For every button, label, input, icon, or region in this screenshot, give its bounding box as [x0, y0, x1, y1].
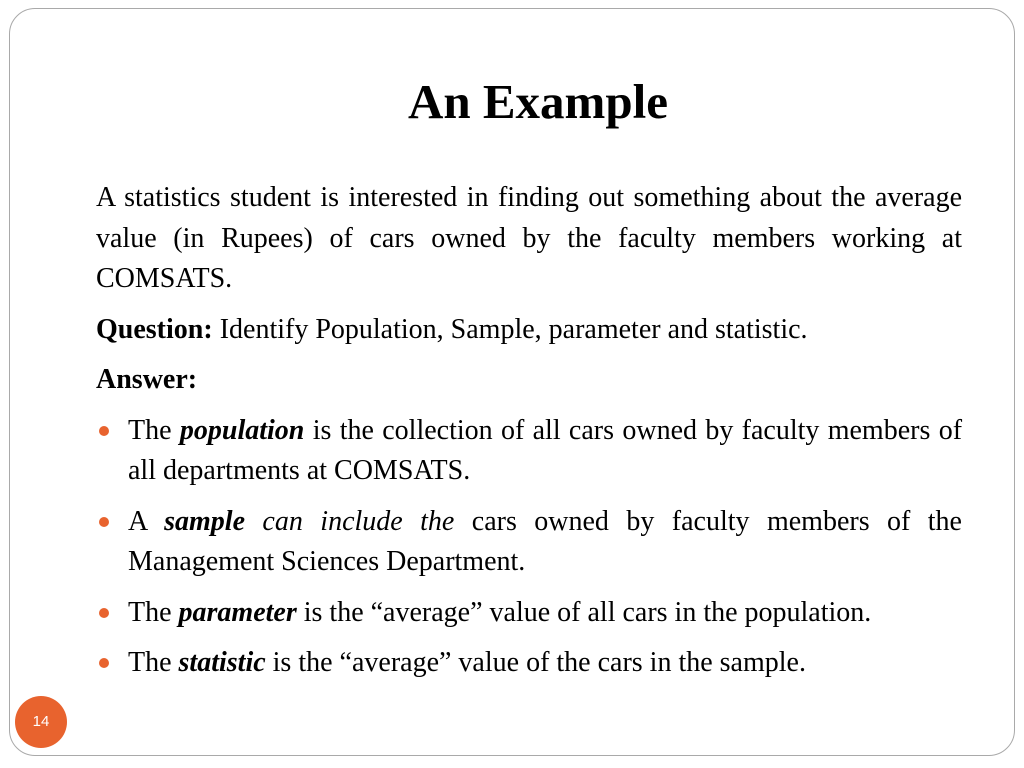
question-label: Question:	[96, 313, 213, 345]
bullet-icon	[99, 608, 109, 618]
page-number-badge: 14	[15, 696, 67, 748]
bullet-prefix: The	[128, 414, 180, 446]
list-item	[96, 643, 962, 684]
bullet-text: is the “average” value of the cars in the sample.	[265, 647, 806, 678]
bullet-text: cars owned by faculty members of the Management Sciences Department.	[128, 505, 962, 577]
question-paragraph	[96, 310, 962, 351]
answer-paragraph	[96, 360, 962, 401]
bullet-italic-text: can include the	[245, 505, 455, 537]
list-item	[96, 502, 962, 583]
bullet-prefix: The	[128, 647, 179, 678]
bullet-term: statistic	[178, 647, 266, 678]
bullet-icon	[99, 517, 109, 527]
intro-paragraph: A statistics student is interested in finding out something about the average value (in Rupees) of cars owned by the faculty members working at COMSATS.	[96, 182, 962, 294]
bullet-icon	[99, 426, 109, 436]
bullet-text: is the collection of all cars owned by faculty members of all departments at COMSATS.	[128, 414, 963, 486]
bullet-term: parameter	[178, 596, 297, 628]
answer-label: Answer:	[96, 364, 198, 395]
answer-list	[96, 411, 962, 684]
bullet-prefix: A	[128, 505, 165, 537]
slide-title: An Example	[407, 74, 668, 129]
list-item	[96, 593, 962, 634]
list-item	[96, 411, 962, 492]
bullet-prefix: The	[128, 596, 179, 628]
bullet-text: is the “average” value of all cars in the population.	[296, 596, 872, 628]
bullet-icon	[99, 658, 109, 668]
question-text: Identify Population, Sample, parameter and statistic.	[212, 313, 808, 345]
bullet-term: sample	[164, 505, 245, 537]
slide-content	[96, 178, 962, 694]
bullet-term: population	[179, 414, 305, 446]
